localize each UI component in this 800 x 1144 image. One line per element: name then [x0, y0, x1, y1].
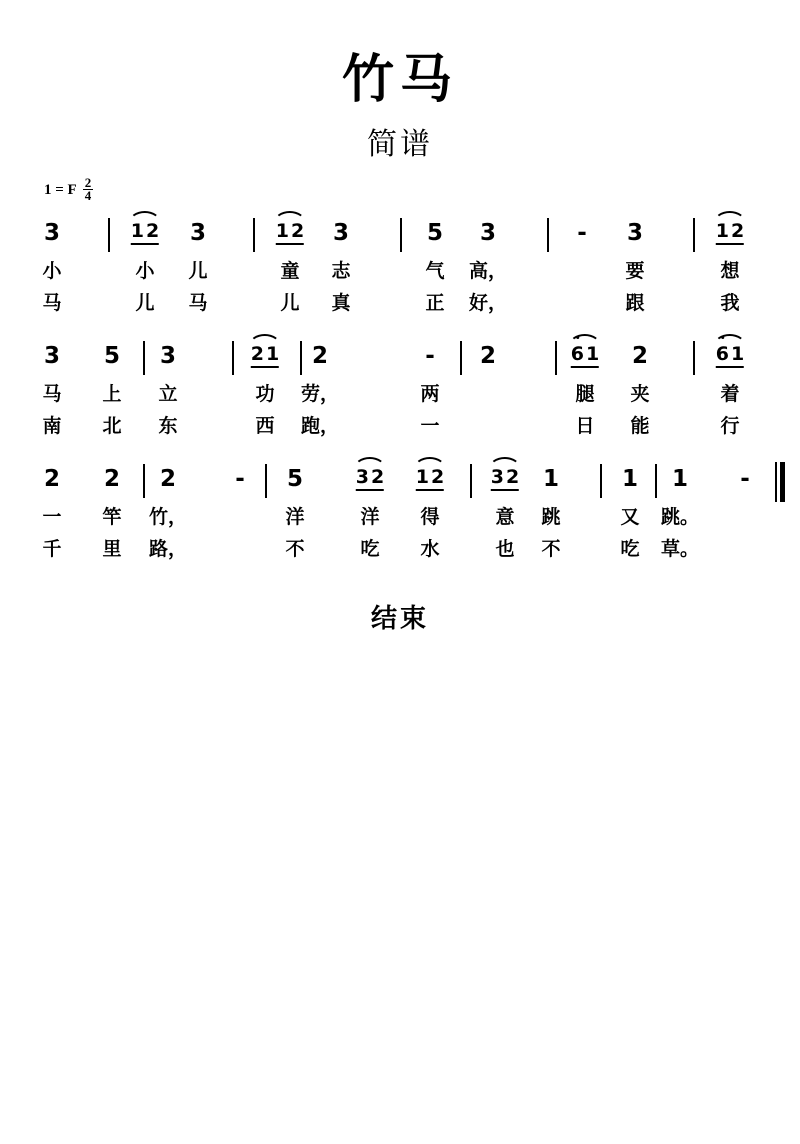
key-label: 1 = F	[44, 182, 77, 199]
note-digit: 2	[250, 343, 264, 365]
lyric-verse-1: 意	[495, 506, 515, 528]
lyric-verse-2: 真	[331, 292, 351, 314]
lyric-verse-2: 不	[285, 538, 305, 560]
lyric-verse-2: 马	[188, 292, 208, 314]
beam-line	[571, 366, 599, 368]
lyric-verse-1: 两	[420, 383, 440, 405]
note-digit: 1	[275, 220, 289, 242]
lyric-verse-1: 马	[42, 383, 62, 405]
note-group	[570, 345, 600, 364]
note-digit: 3	[332, 220, 350, 246]
note-group	[631, 345, 649, 368]
barline	[143, 341, 145, 375]
lyric-verse-1: 童	[280, 260, 300, 282]
lyric-verse-1: 得	[420, 506, 440, 528]
note-digit: 3	[189, 220, 207, 246]
note-digit: 3	[43, 220, 61, 246]
barline	[143, 464, 145, 498]
notes	[426, 222, 444, 245]
notes	[159, 345, 177, 368]
lyric-verse-1: 跳	[541, 506, 561, 528]
lyric-verse-1: 小	[135, 260, 155, 282]
note-group	[130, 222, 160, 241]
music-system-2	[0, 345, 800, 465]
lyric-verse-2: 千	[42, 538, 62, 560]
barline	[470, 464, 472, 498]
notes	[621, 468, 639, 491]
note-group	[103, 345, 121, 368]
ending-label: 结束	[370, 604, 429, 634]
note-digit: 1	[731, 343, 745, 365]
barline	[253, 218, 255, 252]
sustain-dash	[739, 468, 751, 491]
notes	[189, 222, 207, 245]
notes	[103, 468, 121, 491]
music-system-1	[0, 222, 800, 342]
notes	[415, 468, 445, 487]
note-digit: 3	[490, 466, 504, 488]
notes	[479, 345, 497, 368]
lyric-verse-1: 洋	[360, 506, 380, 528]
lyric-verse-1: 竿	[102, 506, 122, 528]
note-digit: 5	[103, 343, 121, 369]
barline	[600, 464, 602, 498]
barline	[265, 464, 267, 498]
lyric-verse-2: 也	[495, 538, 515, 560]
dash-glyph: -	[740, 466, 750, 492]
note-group	[43, 222, 61, 245]
note-digit: 2	[159, 466, 177, 492]
notes	[234, 468, 246, 491]
sustain-dash	[576, 222, 588, 245]
notes	[311, 345, 329, 368]
lyric-verse-2: 草。	[660, 538, 700, 560]
note-group	[626, 222, 644, 245]
beam-line	[491, 489, 519, 491]
notes	[43, 222, 61, 245]
note-digit: 3	[626, 220, 644, 246]
barline	[460, 341, 462, 375]
beam-line	[251, 366, 279, 368]
note-group	[286, 468, 304, 491]
note-digit: 2	[731, 220, 745, 242]
note-digit: 2	[371, 466, 385, 488]
notes	[542, 468, 560, 491]
note-digit: 2	[291, 220, 305, 242]
barline	[693, 341, 695, 375]
note-group	[715, 345, 745, 364]
note-digit: 3	[479, 220, 497, 246]
note-group	[103, 468, 121, 491]
lyric-verse-2: 里	[102, 538, 122, 560]
note-group	[542, 468, 560, 491]
notes	[43, 468, 61, 491]
note-digit: 5	[426, 220, 444, 246]
time-signature-numerator: 2	[84, 175, 92, 190]
lyric-verse-1: 高，	[468, 260, 508, 282]
lyric-verse-1: 竹，	[148, 506, 188, 528]
notes	[159, 468, 177, 491]
barline	[655, 464, 657, 498]
lyric-verse-2: 儿	[135, 292, 155, 314]
beam-line	[716, 243, 744, 245]
dash-glyph: -	[577, 220, 587, 246]
note-group	[671, 468, 689, 491]
beam-line	[131, 243, 159, 245]
lyric-verse-1: 功	[255, 383, 275, 405]
notes	[424, 345, 436, 368]
lyric-verse-1: 夹	[630, 383, 650, 405]
lyric-verse-2: 北	[102, 415, 122, 437]
lyric-verse-2: 好，	[468, 292, 508, 314]
lyric-verse-2: 我	[720, 292, 740, 314]
notes	[631, 345, 649, 368]
time-signature	[83, 177, 94, 203]
note-digit: 2	[631, 343, 649, 369]
lyric-verse-2: 日	[575, 415, 595, 437]
notes	[626, 222, 644, 245]
note-digit: 5	[286, 466, 304, 492]
beam-line	[276, 243, 304, 245]
notes	[479, 222, 497, 245]
note-group	[43, 468, 61, 491]
lyric-verse-2: 一	[420, 415, 440, 437]
lyric-verse-2: 跑，	[300, 415, 340, 437]
note-group	[332, 222, 350, 245]
lyric-verse-1: 立	[158, 383, 178, 405]
lyric-verse-1: 跳。	[660, 506, 700, 528]
note-digit: 3	[355, 466, 369, 488]
note-digit: 3	[43, 343, 61, 369]
note-digit: 1	[266, 343, 280, 365]
lyric-verse-2: 西	[255, 415, 275, 437]
lyric-verse-1: 又	[620, 506, 640, 528]
note-digit: 2	[103, 466, 121, 492]
lyric-verse-1: 一	[42, 506, 62, 528]
time-signature-denominator: 4	[84, 188, 92, 204]
note-group	[415, 468, 445, 487]
slur-arc	[129, 211, 161, 225]
notes	[250, 345, 280, 364]
lyric-verse-2: 路，	[148, 538, 188, 560]
lyric-verse-2: 水	[420, 538, 440, 560]
note-group	[621, 468, 639, 491]
lyric-verse-2: 马	[42, 292, 62, 314]
lyric-verse-2: 能	[630, 415, 650, 437]
key-signature	[44, 175, 93, 204]
note-digit: 1	[542, 466, 560, 492]
note-group	[479, 345, 497, 368]
note-digit: 1	[130, 220, 144, 242]
barline	[108, 218, 110, 252]
sustain-dash	[424, 345, 436, 368]
note-digit: 2	[43, 466, 61, 492]
note-group	[311, 345, 329, 368]
lyric-verse-1: 要	[625, 260, 645, 282]
note-group	[159, 345, 177, 368]
lyric-verse-2: 跟	[625, 292, 645, 314]
dash-glyph: -	[425, 343, 435, 369]
lyric-verse-2: 儿	[280, 292, 300, 314]
notes	[490, 468, 520, 487]
note-digit: 2	[431, 466, 445, 488]
note-group	[355, 468, 385, 487]
lyric-verse-1: 儿	[188, 260, 208, 282]
sustain-dash	[234, 468, 246, 491]
note-digit: 6	[570, 345, 585, 364]
notes	[275, 222, 305, 241]
note-digit: 3	[159, 343, 177, 369]
note-digit: 2	[506, 466, 520, 488]
lyric-verse-1: 上	[102, 383, 122, 405]
notes	[570, 345, 600, 364]
barline	[400, 218, 402, 252]
beam-line	[356, 489, 384, 491]
note-digit: 2	[479, 343, 497, 369]
lyric-verse-2: 正	[425, 292, 445, 314]
lyric-verse-1: 劳，	[300, 383, 340, 405]
notes	[671, 468, 689, 491]
lyric-verse-2: 不	[541, 538, 561, 560]
notes	[739, 468, 751, 491]
lyric-verse-2: 行	[720, 415, 740, 437]
notes	[103, 345, 121, 368]
note-group	[159, 468, 177, 491]
notes	[715, 345, 745, 364]
notes	[130, 222, 160, 241]
beam-line	[716, 366, 744, 368]
lyric-verse-1: 小	[42, 260, 62, 282]
lyric-verse-2: 南	[42, 415, 62, 437]
lyric-verse-1: 想	[720, 260, 740, 282]
lyric-verse-1: 着	[720, 383, 740, 405]
music-system-3	[0, 468, 800, 588]
note-group	[715, 222, 745, 241]
lyric-verse-1: 气	[425, 260, 445, 282]
notes	[286, 468, 304, 491]
note-group	[250, 345, 280, 364]
notes	[43, 345, 61, 368]
note-group	[189, 222, 207, 245]
barline	[300, 341, 302, 375]
note-group	[43, 345, 61, 368]
dash-glyph: -	[235, 466, 245, 492]
barline	[232, 341, 234, 375]
note-group	[275, 222, 305, 241]
barline	[547, 218, 549, 252]
slur-arc	[274, 211, 306, 225]
lyric-verse-1: 腿	[575, 383, 595, 405]
notes	[576, 222, 588, 245]
lyric-verse-2: 吃	[360, 538, 380, 560]
note-group	[479, 222, 497, 245]
note-digit: 1	[586, 343, 600, 365]
beam-line	[416, 489, 444, 491]
lyric-verse-1: 洋	[285, 506, 305, 528]
barline	[693, 218, 695, 252]
note-group	[426, 222, 444, 245]
note-digit: 2	[311, 343, 329, 369]
notes	[715, 222, 745, 241]
page-subtitle: 简谱	[367, 127, 433, 163]
note-digit: 1	[671, 466, 689, 492]
note-digit: 2	[146, 220, 160, 242]
page-title: 竹马	[341, 50, 458, 110]
barline	[555, 341, 557, 375]
note-group	[490, 468, 520, 487]
note-digit: 1	[715, 220, 729, 242]
note-digit: 6	[715, 345, 730, 364]
notes	[355, 468, 385, 487]
lyric-verse-2: 吃	[620, 538, 640, 560]
note-digit: 1	[621, 466, 639, 492]
slur-arc	[714, 211, 746, 225]
note-digit: 1	[415, 466, 429, 488]
lyric-verse-1: 志	[331, 260, 351, 282]
notes	[332, 222, 350, 245]
lyric-verse-2: 东	[158, 415, 178, 437]
